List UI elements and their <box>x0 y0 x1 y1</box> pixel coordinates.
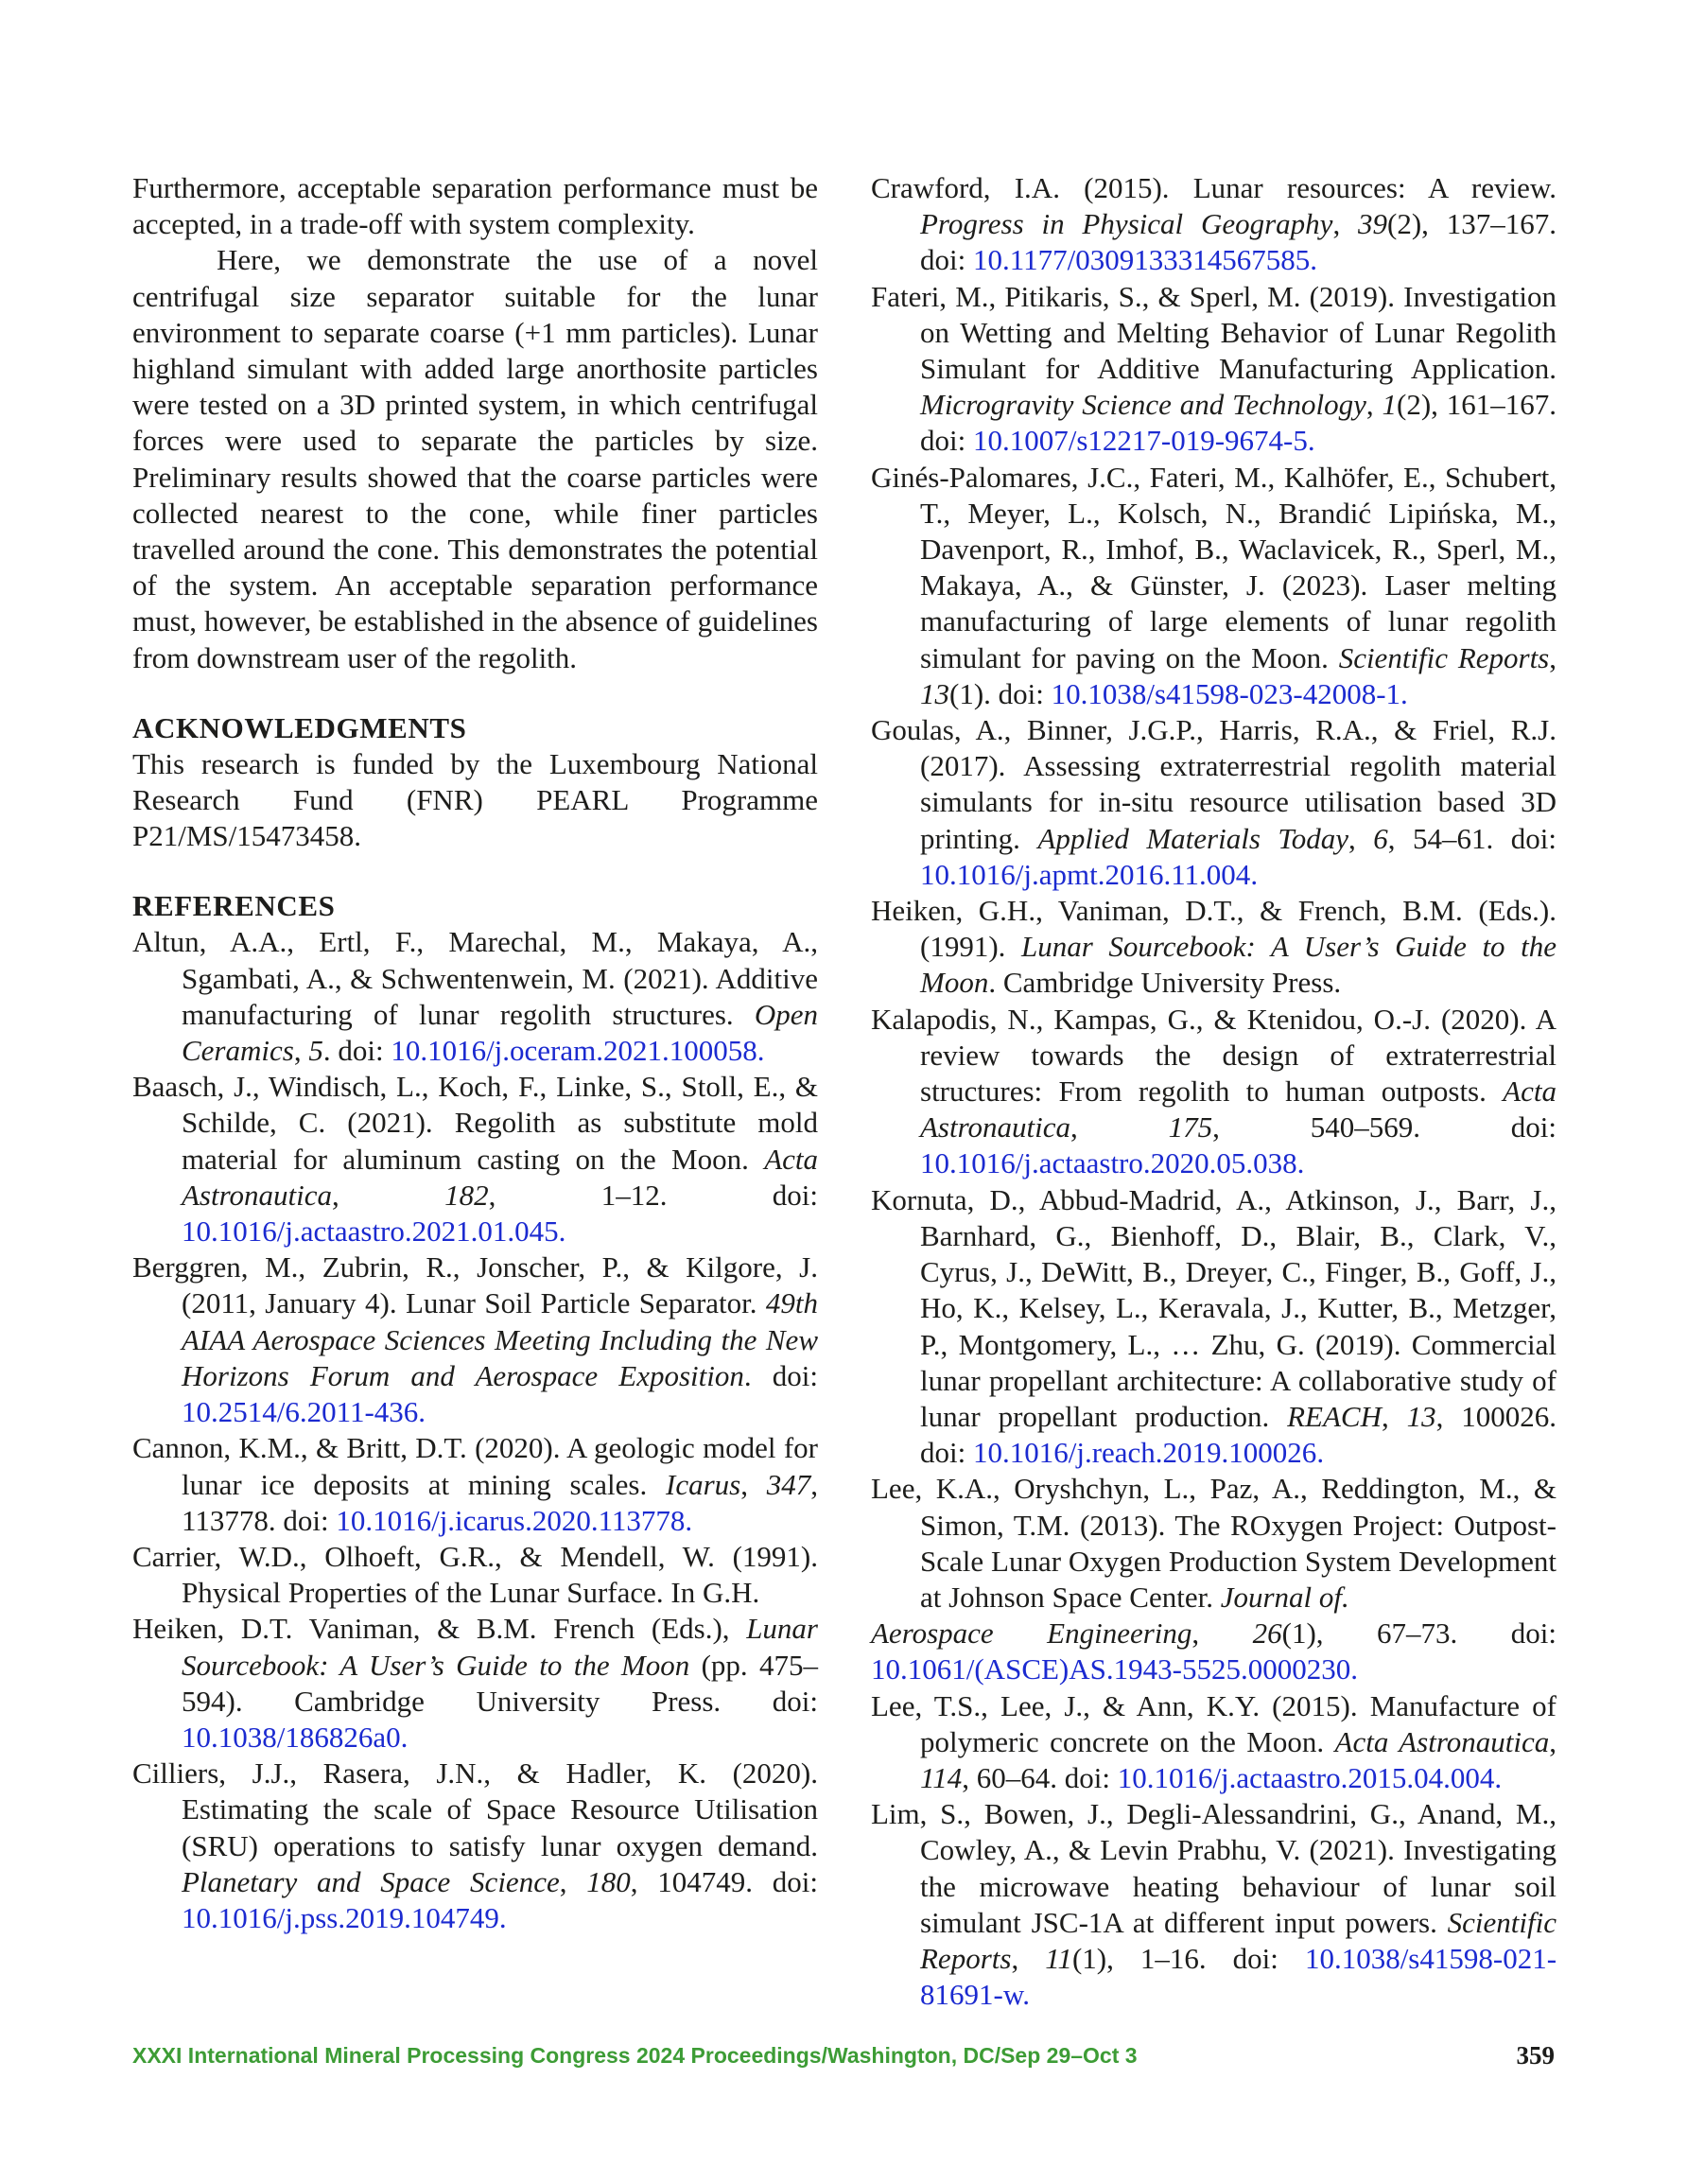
reference-item: Kornuta, D., Abbud-Madrid, A., Atkinson, J., Barr, J., Barnhard, G., Bienhoff, D., Blair, B., Clark, V., Cyrus, J., DeWitt, B., Dreyer, C., Finger, B., Goff, J., Ho, K., Kelsey, L., Keravala, J., Kutter, B., Metzger, P., Montgomery, L., … Zhu, G. (2019). Commercial lunar propellant architecture: A collaborative study of lunar propellant production. REACH, 13, 100026. doi: 10.1016/j.reach.2019.100026. <box>871 1182 1557 1470</box>
left-column <box>132 170 818 1936</box>
doi-link[interactable]: 10.1038/s41598-023-42008-1 <box>1051 676 1401 710</box>
reference-item: Crawford, I.A. (2015). Lunar resources: A review. Progress in Physical Geography, 39(2), 137–167. doi: 10.1177/0309133314567585. <box>871 171 1557 277</box>
reference-item: Kalapodis, N., Kampas, G., & Ktenidou, O.-J. (2020). A review towards the design of extraterrestrial structures: From regolith to human outposts. Acta Astronautica, 175, 540–569. doi: 10.1016/j.actaastro.2020.05.038. <box>871 1002 1557 1180</box>
doi-link[interactable]: 10.1016/j.oceram.2021.100058 <box>391 1034 757 1068</box>
footer-text: XXXI International Mineral Processing Congress 2024 Proceedings/Washington, DC/Sep 29–Oct 3 <box>132 2043 1138 2068</box>
reference-item: Baasch, J., Windisch, L., Koch, F., Linke, S., Stoll, E., & Schilde, C. (2021). Regolith as substitute mold material for aluminum casting on the Moon. Acta Astronautica, 182, 1–12. doi: 10.1016/j.actaastro.2021.01.045. <box>132 1070 819 1249</box>
body-paragraph: Here, we demonstrate the use of a novel centrifugal size separator suitable for the lunar environment to separate coarse (+1 mm particles). Lunar highland simulant with added large anorthosite particles were tested on a 3D printed system, in which centrifugal forces were used to separate the particles by size. Preliminary results showed that the coarse particles were collected nearest to the cone, while finer particles travelled around the cone. This demonstrates the potential of the system. An acceptable separation performance must, however, be established in the absence of guidelines from downstream user of the regolith. <box>132 243 818 674</box>
doi-link[interactable]: 10.1016/j.apmt.2016.11.004 <box>920 857 1251 891</box>
reference-item: Lee, K.A., Oryshchyn, L., Paz, A., Reddington, M., & Simon, T.M. (2013). The ROxygen Project: Outpost-Scale Lunar Oxygen Production System Development at Johnson Space Center. Journal of. <box>871 1472 1557 1614</box>
doi-link[interactable]: 10.1016/j.icarus.2020.113778 <box>336 1503 686 1537</box>
reference-item: Carrier, W.D., Olhoeft, G.R., & Mendell, W. (1991). Physical Properties of the Lunar Surface. In G.H. <box>132 1539 818 1610</box>
reference-item: Cilliers, J.J., Rasera, J.N., & Hadler, K. (2020). Estimating the scale of Space Resource Utilisation (SRU) operations to satisfy lunar oxygen demand. Planetary and Space Science, 180, 104749. doi: 10.1016/j.pss.2019.104749. <box>132 1756 818 1934</box>
reference-item: Altun, A.A., Ertl, F., Marechal, M., Makaya, A., Sgambati, A., & Schwentenwein, M. (2021). Additive manufacturing of lunar regolith structures. Open Ceramics, 5. doi: 10.1016/j.oceram.2021.100058. <box>132 925 818 1068</box>
reference-item: Ginés-Palomares, J.C., Fateri, M., Kalhöfer, E., Schubert, T., Meyer, L., Kolsch, N., Brandić Lipińska, M., Davenport, R., Imhof, B., Waclavicek, R., Sperl, M., Makaya, A., & Günster, J. (2023). Laser melting manufacturing of large elements of lunar regolith simulant for paving on the Moon. Scientific Reports, 13(1). doi: 10.1038/s41598-023-42008-1. <box>871 460 1557 710</box>
reference-continuation: Aerospace Engineering, 26(1), 67–73. doi: 10.1061/(ASCE)AS.1943-5525.0000230. <box>871 1616 1557 1686</box>
doi-link[interactable]: 10.1007/s12217-019-9674-5 <box>972 424 1308 458</box>
doi-link[interactable]: 10.2514/6.2011-436 <box>182 1395 419 1429</box>
reference-item: Heiken, G.H., Vaniman, D.T., & French, B.M. (Eds.). (1991). Lunar Sourcebook: A User’s Guide to the Moon. Cambridge University Press. <box>871 894 1557 1000</box>
doi-link[interactable]: 10.1016/j.pss.2019.104749 <box>182 1900 499 1934</box>
doi-link[interactable]: 10.1016/j.reach.2019.100026 <box>972 1436 1317 1470</box>
acknowledgments-heading: ACKNOWLEDGMENTS <box>132 710 467 744</box>
doi-link[interactable]: 10.1016/j.actaastro.2021.01.045 <box>182 1214 559 1249</box>
doi-link[interactable]: 10.1016/j.actaastro.2015.04.004 <box>1117 1760 1495 1794</box>
reference-item: Lee, T.S., Lee, J., & Ann, K.Y. (2015). Manufacture of polymeric concrete on the Moon. Acta Astronautica, 114, 60–64. doi: 10.1016/j.actaastro.2015.04.004. <box>871 1688 1557 1794</box>
body-paragraph: Furthermore, acceptable separation performance must be accepted, in a trade-off with system complexity. <box>132 171 818 241</box>
reference-item: Cannon, K.M., & Britt, D.T. (2020). A geologic model for lunar ice deposits at mining scales. Icarus, 347, 113778. doi: 10.1016/j.icarus.2020.113778. <box>132 1431 818 1537</box>
reference-item: Goulas, A., Binner, J.G.P., Harris, R.A., & Friel, R.J. (2017). Assessing extraterrestrial regolith material simulants for in-situ resource utilisation based 3D printing. Applied Materials Today, 6, 54–61. doi: 10.1016/j.apmt.2016.11.004. <box>871 713 1557 891</box>
acknowledgments-text: This research is funded by the Luxembourg National Research Fund (FNR) PEARL Programme P21/MS/15473458. <box>132 746 818 853</box>
references-heading: REFERENCES <box>132 889 336 923</box>
right-column <box>871 170 1557 2013</box>
doi-link[interactable]: 10.1177/0309133314567585 <box>972 243 1311 277</box>
reference-item: Heiken, D.T. Vaniman, & B.M. French (Eds.), Lunar Sourcebook: A User’s Guide to the Moon (pp. 475–594). Cambridge University Press. doi: 10.1038/186826a0. <box>132 1612 818 1754</box>
reference-item: Berggren, M., Zubrin, R., Jonscher, P., & Kilgore, J. (2011, January 4). Lunar Soil Particle Separator. 49th AIAA Aerospace Sciences Meeting Including the New Horizons Forum and Aerospace Exposition. doi: 10.2514/6.2011-436. <box>132 1250 818 1429</box>
page-number: 359 <box>1516 2041 1555 2070</box>
reference-item: Lim, S., Bowen, J., Degli-Alessandrini, G., Anand, M., Cowley, A., & Levin Prabhu, V. (2021). Investigating the microwave heating behaviour of lunar soil simulant JSC-1A at different input powers. Scientific Reports, 11(1), 1–16. doi: 10.1038/s41598-021-81691-w. <box>871 1797 1557 2012</box>
doi-link[interactable]: 10.1038/186826a0 <box>182 1720 401 1754</box>
reference-item: Fateri, M., Pitikaris, S., & Sperl, M. (2019). Investigation on Wetting and Melting Behavior of Lunar Regolith Simulant for Additive Manufacturing Application. Microgravity Science and Technology, 1(2), 161–167. doi: 10.1007/s12217-019-9674-5. <box>871 279 1557 458</box>
page-footer <box>132 2043 1555 2081</box>
doi-link[interactable]: 10.1016/j.actaastro.2020.05.038 <box>920 1146 1297 1180</box>
doi-link[interactable]: 10.1061/(ASCE)AS.1943-5525.0000230 <box>871 1652 1351 1686</box>
doi-link[interactable]: 10.1038/s41598-021-81691-w <box>920 1941 1557 2012</box>
